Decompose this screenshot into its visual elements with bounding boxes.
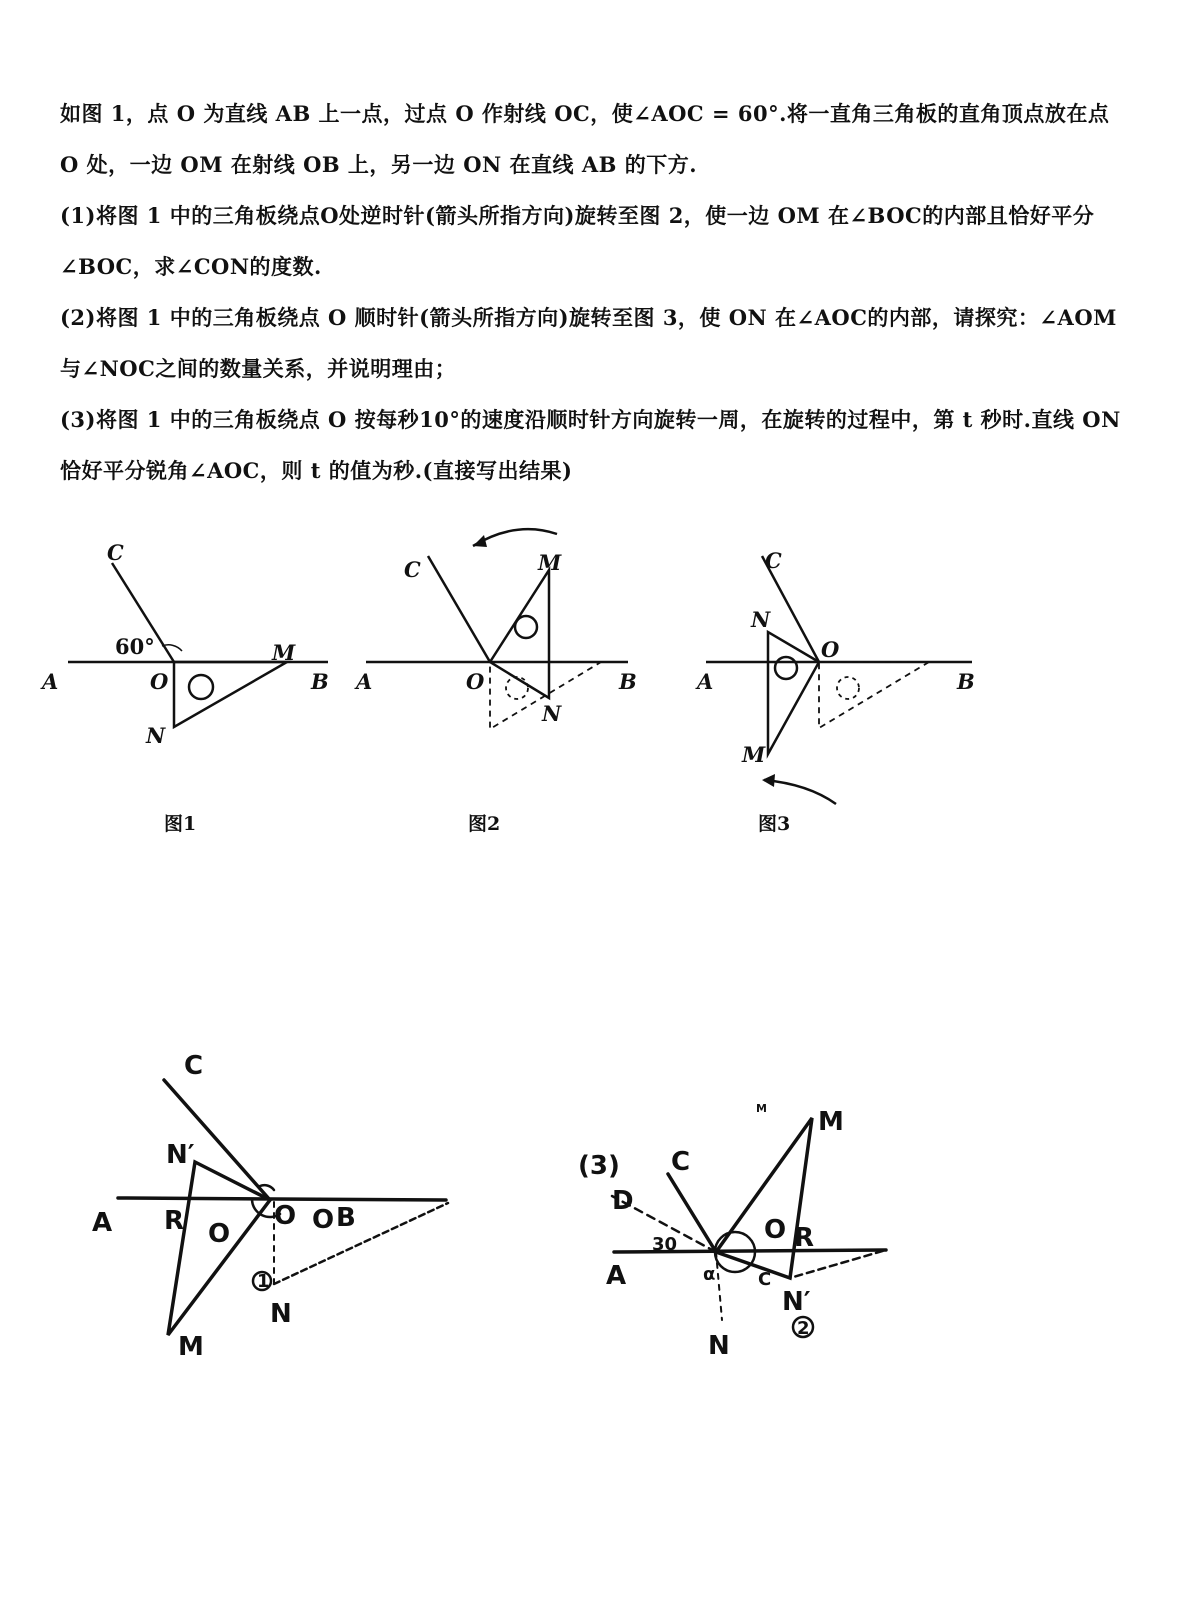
fig3-label-O: O	[821, 637, 840, 662]
fig2-caption: 图2	[468, 813, 501, 835]
fig1-label-A: A	[42, 669, 59, 694]
problem-intro: 如图 1，点 O 为直线 AB 上一点，过点 O 作射线 OC，使∠AOC = 60°.将一直角三角板的直角顶点放在点 O 处，一边 OM 在射线 OB 上，另一边 ON 在直线 AB 的下方.	[60, 101, 1110, 177]
sketch2-label-part-3: (3)	[578, 1151, 620, 1181]
sketch1-label-1: 1	[257, 1271, 270, 1292]
sketch2-label-circle-O: O	[764, 1215, 787, 1245]
sketch1-label-O: O	[274, 1201, 297, 1231]
sketch2-label-2: 2	[797, 1318, 810, 1339]
fig2-label-O: O	[466, 669, 485, 694]
sketch2-label-30: 30	[652, 1234, 678, 1255]
sketch1-label-circle-O2: O	[312, 1205, 335, 1235]
question-1: (1)将图 1 中的三角板绕点O处逆时针(箭头所指方向)旋转至图 2，使一边 OM 在∠BOC的内部且恰好平分∠BOC，求∠CON的度数.	[60, 203, 1095, 279]
sketch2-label-R: R	[794, 1223, 815, 1253]
sketch2-label-alpha: α	[703, 1264, 716, 1285]
sketch1-label-N: N	[270, 1299, 292, 1329]
fig3-label-A: A	[697, 669, 714, 694]
fig1-label-B: B	[311, 669, 329, 694]
sketch-2	[612, 1118, 886, 1337]
sketch1-label-circle-O: O	[208, 1219, 231, 1249]
fig2-label-A: A	[356, 669, 373, 694]
sketch2-label-scribble: M	[756, 1102, 767, 1115]
fig2-label-C: C	[404, 557, 421, 582]
fig3-label-B: B	[957, 669, 975, 694]
sketch1-label-M: M	[178, 1332, 204, 1362]
sketch2-label-N: N	[708, 1331, 730, 1361]
sketch1-label-B: B	[336, 1203, 356, 1233]
fig1-caption: 图1	[164, 813, 197, 835]
sketch1-label-A: A	[92, 1208, 113, 1238]
fig3-label-N: N	[751, 607, 771, 632]
fig1-label-M: M	[272, 640, 296, 665]
sketch2-label-small-c: C	[758, 1269, 772, 1290]
sketch2-label-D: D	[612, 1186, 634, 1216]
sketch1-label-C: C	[184, 1051, 204, 1081]
sketch1-label-N-prime: N′	[166, 1140, 195, 1170]
sketch2-label-A: A	[606, 1261, 627, 1291]
fig1-label-C: C	[107, 540, 124, 565]
fig2-label-M: M	[538, 550, 562, 575]
question-2: (2)将图 1 中的三角板绕点 O 顺时针(箭头所指方向)旋转至图 3，使 ON 在∠AOC的内部，请探究：∠AOM 与∠NOC之间的数量关系，并说明理由；	[60, 305, 1117, 381]
fig3-label-C: C	[765, 548, 782, 573]
sketch-2-labels	[578, 1102, 844, 1361]
fig2-label-N: N	[542, 701, 562, 726]
sketch2-label-N-prime: N′	[782, 1287, 811, 1317]
fig1-angle-label: 60°	[115, 634, 155, 659]
question-3: (3)将图 1 中的三角板绕点 O 按每秒10°的速度沿顺时针方向旋转一周，在旋转的过程中，第 t 秒时.直线 ON 恰好平分锐角∠AOC，则 t 的值为秒.(直接写出结果)	[60, 407, 1121, 483]
sketch-1-labels	[92, 1051, 356, 1362]
fig1-label-O: O	[150, 669, 169, 694]
fig2-label-B: B	[619, 669, 637, 694]
fig3-label-M: M	[742, 742, 766, 767]
sketch1-label-R: R	[164, 1206, 185, 1236]
sketch2-label-C: C	[671, 1147, 691, 1177]
fig1-label-N: N	[146, 723, 166, 748]
fig3-caption: 图3	[758, 813, 791, 835]
sketch2-label-M: M	[818, 1107, 844, 1137]
